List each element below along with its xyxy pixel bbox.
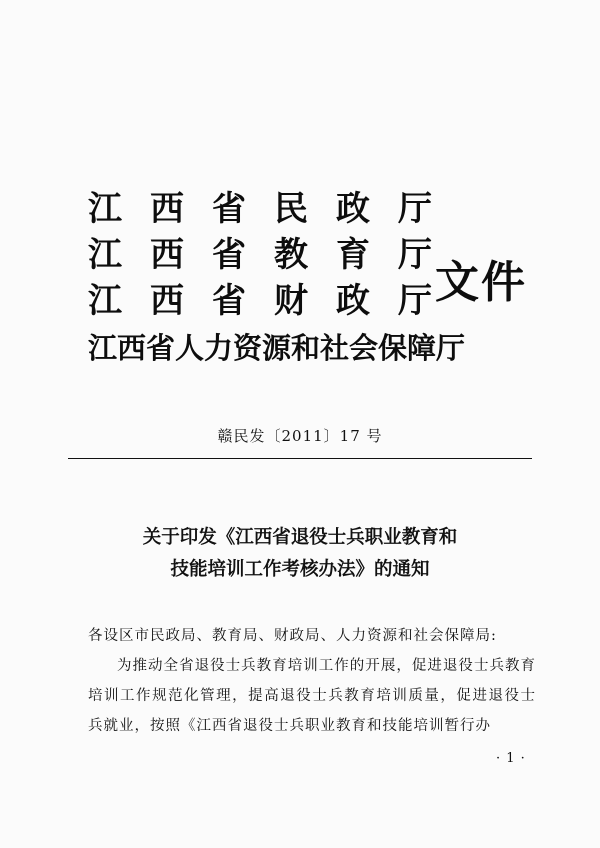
issuer-char: 育 [336, 235, 370, 275]
issuer-char: 江 [88, 189, 122, 229]
issuer-char: 西 [150, 235, 184, 275]
title-line-2: 技能培训工作考核办法》的通知 [170, 559, 430, 580]
document-title [0, 522, 600, 586]
header-divider [68, 458, 532, 459]
issuer-char: 省 [212, 235, 246, 275]
issuer-human-resources: 江西省人力资源和社会保障厅 [88, 331, 466, 365]
document-body [88, 621, 536, 741]
issuer-char: 江 [88, 235, 122, 275]
issuing-authorities [88, 186, 465, 372]
issuer-finance [88, 278, 465, 324]
issuer-char: 政 [336, 189, 370, 229]
title-line-1: 关于印发《江西省退役士兵职业教育和 [142, 527, 458, 548]
body-paragraph: 为推动全省退役士兵教育培训工作的开展，促进退役士兵教育培训工作规范化管理，提高退役士兵教育培训质量，促进退役士兵就业，按照《江西省退役士兵职业教育和技能培训暂行办 [88, 658, 536, 734]
issuer-char: 财 [274, 281, 308, 321]
addressee-line: 各设区市民政局、教育局、财政局、人力资源和社会保障局: [88, 628, 497, 644]
issuer-char: 省 [212, 281, 246, 321]
issuer-char: 民 [274, 189, 308, 229]
page-number: · 1 · [496, 751, 526, 766]
issuer-char: 省 [212, 189, 246, 229]
issuer-education [88, 232, 465, 278]
issuer-char: 政 [336, 281, 370, 321]
document-type-label: 文件 [435, 257, 527, 308]
issuer-char: 西 [150, 281, 184, 321]
issuer-civil-affairs [88, 186, 465, 232]
issuer-char: 厅 [398, 281, 432, 321]
issuer-char: 西 [150, 189, 184, 229]
issuer-char: 厅 [398, 235, 432, 275]
document-number: 赣民发〔2011〕17 号 [217, 427, 383, 445]
issuer-char: 厅 [398, 189, 432, 229]
issuer-char: 教 [274, 235, 308, 275]
issuer-char: 江 [88, 281, 122, 321]
